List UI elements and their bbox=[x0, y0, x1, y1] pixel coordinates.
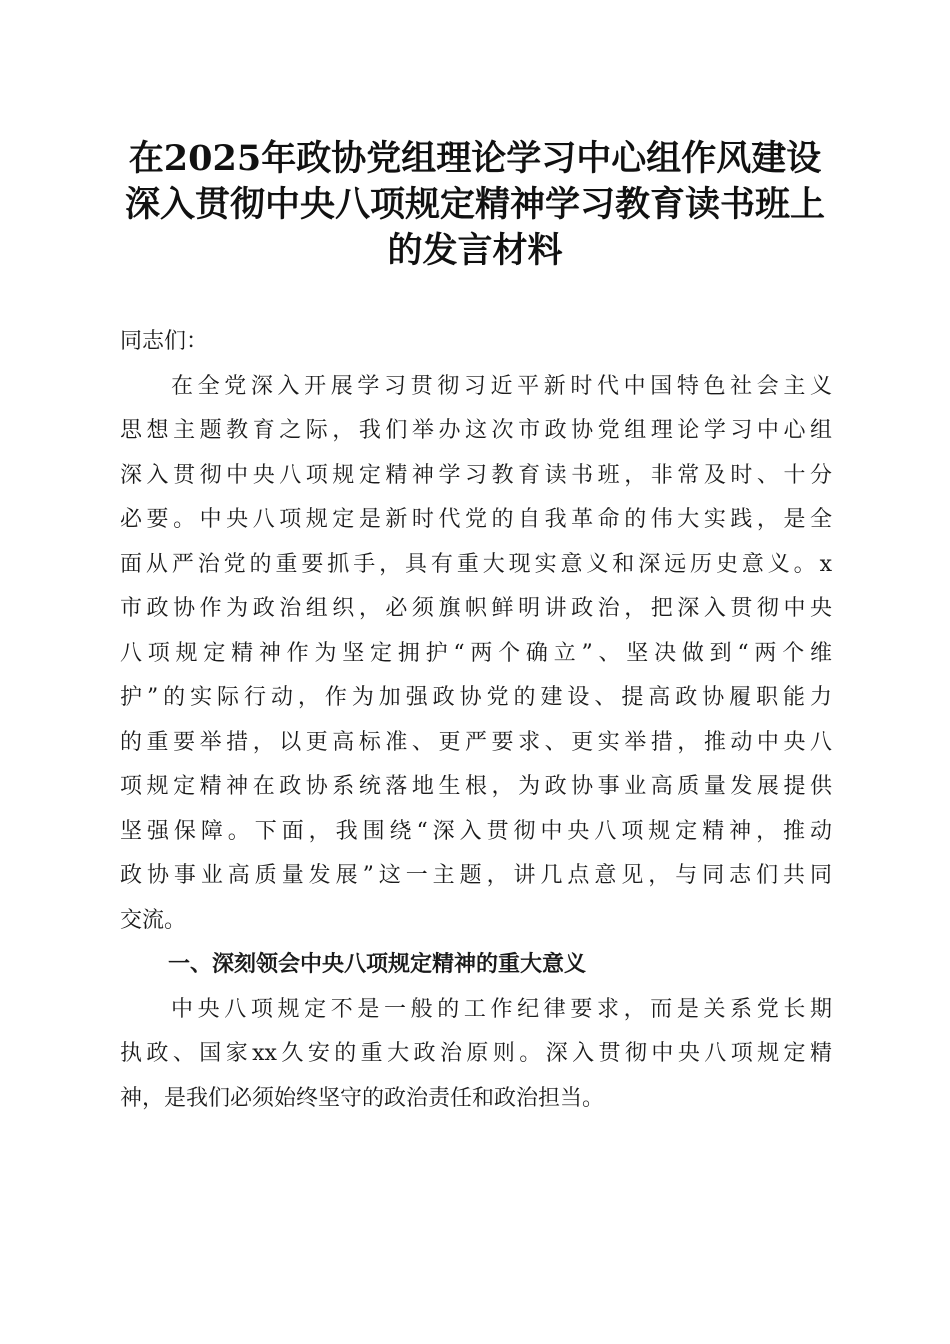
document-body bbox=[120, 320, 832, 1121]
title-line: 在2025年政协党组理论学习中心组作风建设 bbox=[128, 138, 822, 179]
paragraph-line: 中央八项规定不是一般的工作纪律要求，而是关系党长期 bbox=[171, 996, 832, 1022]
paragraph-line: 八项规定精神作为坚定拥护“两个确立”、坚决做到“两个维 bbox=[120, 640, 832, 666]
title-line: 深入贯彻中央八项规定精神学习教育读书班上 bbox=[124, 184, 825, 225]
document-title bbox=[110, 136, 840, 274]
paragraph-line: 思想主题教育之际，我们举办这次市政协党组理论学习中心组 bbox=[120, 418, 832, 443]
paragraph-line: 神，是我们必须始终坚守的政治责任和政治担当。 bbox=[120, 1085, 605, 1111]
paragraph-line: 在全党深入开展学习贯彻习近平新时代中国特色社会主义 bbox=[171, 373, 832, 399]
paragraph-line: 深入贯彻中央八项规定精神学习教育读书班，非常及时、十分 bbox=[120, 462, 832, 488]
paragraph-line: 护”的实际行动，作为加强政协党的建设、提高政协履职能力 bbox=[120, 685, 832, 710]
salutation: 同志们： bbox=[120, 329, 209, 354]
paragraph-line: 坚强保障。下面，我围绕“深入贯彻中央八项规定精神，推动 bbox=[120, 818, 832, 844]
paragraph-line: 面从严治党的重要抓手，具有重大现实意义和深远历史意义。x bbox=[120, 551, 832, 577]
paragraph-line: 的重要举措，以更高标准、更严要求、更实举措，推动中央八 bbox=[120, 729, 832, 755]
paragraph-line: 交流。 bbox=[120, 907, 187, 933]
title-line: 的发言材料 bbox=[387, 230, 563, 271]
paragraph-section1 bbox=[120, 988, 832, 1122]
paragraph-line: 市政协作为政治组织，必须旗帜鲜明讲政治，把深入贯彻中央 bbox=[120, 596, 832, 621]
section-heading: 一、深刻领会中央八项规定精神的重大意义 bbox=[168, 952, 587, 977]
paragraph-line: 必要。中央八项规定是新时代党的自我革命的伟大实践，是全 bbox=[120, 507, 832, 532]
paragraph-intro bbox=[120, 365, 832, 944]
paragraph-line: 执政、国家xx久安的重大政治原则。深入贯彻中央八项规定精 bbox=[120, 1041, 832, 1066]
paragraph-line: 项规定精神在政协系统落地生根，为政协事业高质量发展提供 bbox=[120, 774, 832, 799]
paragraph-line: 政协事业高质量发展”这一主题，讲几点意见，与同志们共同 bbox=[120, 863, 832, 888]
